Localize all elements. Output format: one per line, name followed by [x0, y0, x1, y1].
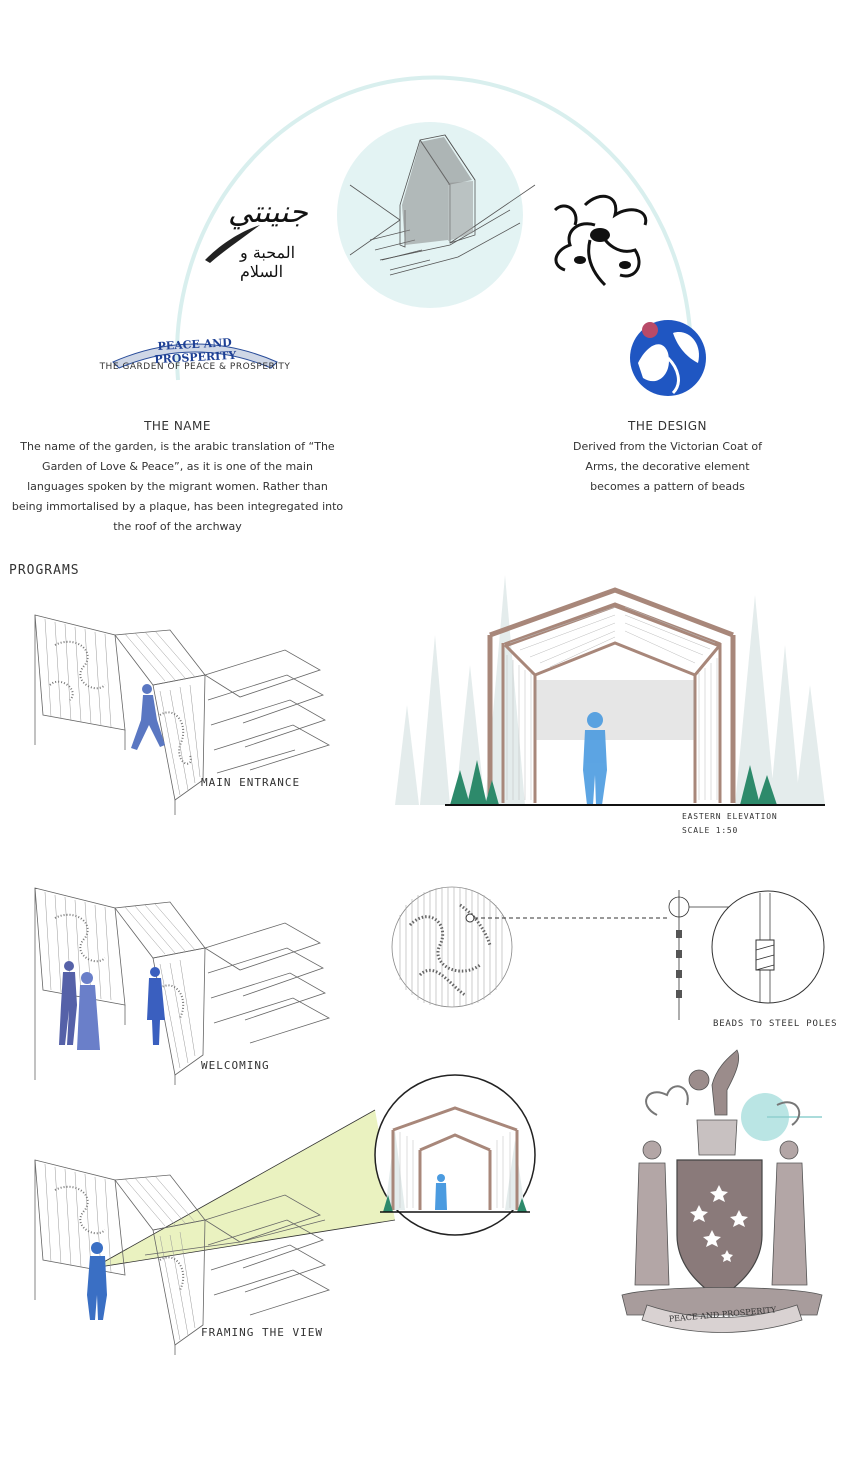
name-heading: THE NAME: [144, 419, 211, 433]
main-entrance-label: MAIN ENTRANCE: [201, 776, 301, 789]
decorative-motif: [545, 185, 655, 295]
framing-drawing: [25, 1070, 545, 1360]
arabic-calligraphy: [200, 195, 320, 281]
beads-label: BEADS TO STEEL POLES: [713, 1019, 838, 1029]
programs-title: PROGRAMS: [9, 563, 80, 578]
name-body-line: The name of the garden, is the arabic translation of “The: [20, 440, 335, 453]
coat-of-arms-drawing: [617, 1045, 827, 1335]
name-body-line: languages spoken by the migrant women. Rather than: [27, 480, 328, 493]
welcoming-drawing: [25, 880, 365, 1090]
design-body: [540, 437, 795, 497]
name-body-line: Garden of Love & Peace”, as it is one of the main: [42, 460, 313, 473]
name-body-line: the roof of the archway: [113, 520, 242, 533]
design-heading: THE DESIGN: [627, 419, 707, 433]
logo-banner-text: PEACE AND PROSPERITY: [154, 336, 237, 367]
design-body-line: Arms, the decorative element: [585, 460, 750, 473]
bead-detail-drawing: [390, 885, 830, 1035]
design-body-line: becomes a pattern of beads: [590, 480, 745, 493]
coat-scroll-text: PEACE AND PROSPERITY: [668, 1305, 777, 1324]
blue-emblem-icon: [628, 318, 708, 398]
garden-logo: [85, 330, 305, 380]
archway-sketch: [340, 125, 540, 285]
main-entrance-drawing: [25, 605, 365, 820]
elevation-caption-title: EASTERN ELEVATION: [682, 812, 778, 821]
eastern-elevation-drawing: [395, 555, 835, 810]
arabic-title: جنينتي: [228, 195, 308, 230]
framing-label: FRAMING THE VIEW: [201, 1326, 323, 1339]
arabic-subtitle: المحبة و السلام: [240, 243, 296, 281]
design-body-line: Derived from the Victorian Coat of: [573, 440, 762, 453]
welcoming-label: WELCOMING: [201, 1059, 270, 1072]
elevation-caption-scale: SCALE 1:50: [682, 826, 739, 835]
name-body-line: being immortalised by a plaque, has been integregated into: [11, 500, 344, 513]
name-body: [0, 437, 355, 537]
logo-caption: THE GARDEN OF PEACE & PROSPERITY: [99, 362, 291, 372]
elevation-caption: [682, 810, 777, 838]
